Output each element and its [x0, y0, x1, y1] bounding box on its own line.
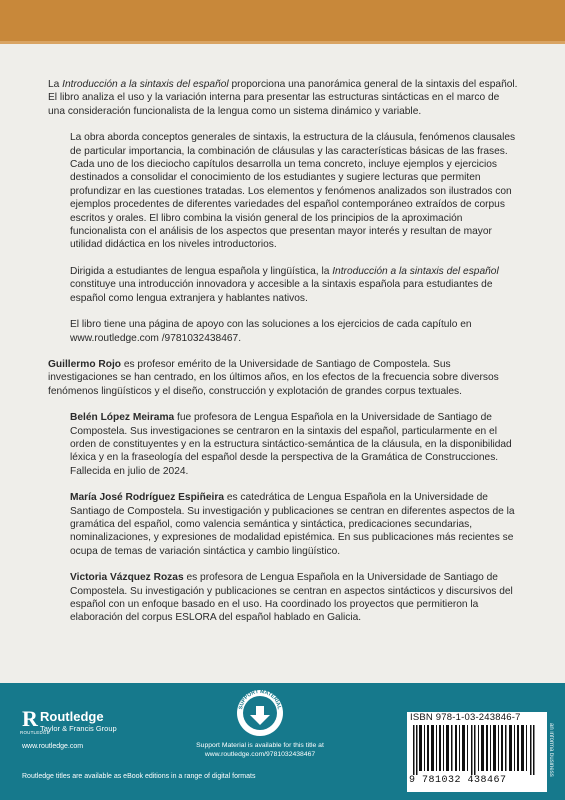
description-paragraph-2: La obra aborda conceptos generales de sintaxis, la estructura de la cláusula, fenómenos clausales de particular importancia, la combinación de cláusulas y las características básicas de las frases. Cada uno de los dieciocho capítulos desarrolla un tema concreto, incluye ejemplos y ejercicios destinados a consolidar el conocimiento de los estudiantes y sugiere lecturas que permiten profundizar en las cuestiones tratadas. Los elementos y fenómenos analizados son ilustrados con ejemplos procedentes de diferentes variedades del español contemporáneo extraídos de corpus escritos y orales. El libro combina la visión general de los principios de la aproximación funcionalista con el análisis de los aspectos que presentan mayor interés y resultan de mayor utilidad didáctica en los niveles introductorios. [70, 132, 516, 251]
text-segment: proporciona una panorámica general de la sintaxis del español. El libro analiza el uso y la variación interna para presentar las estructuras sintácticas en el marco de una consideración funcionalista de la lengua como un sistema dinámico y variable. [48, 79, 518, 117]
logo-text [40, 710, 117, 733]
logo-wordmark: ROUTLEDGE [20, 730, 50, 735]
routledge-logo-icon [20, 706, 50, 744]
logo-letter: R [22, 706, 38, 731]
publisher-name: Routledge [40, 709, 104, 724]
support-material-badge-icon [236, 689, 284, 737]
support-website-paragraph: El libro tiene una página de apoyo con las soluciones a los ejercicios de cada capítulo en www.routledge.com /9781032438467. [70, 319, 472, 344]
back-cover-text [48, 78, 518, 638]
text-segment: La [48, 79, 63, 90]
author-bio-2 [48, 411, 518, 478]
barcode-bars [413, 725, 541, 775]
author-name: Victoria Vázquez Rozas [70, 572, 184, 584]
text-segment: Dirigida a estudiantes de lengua española y lingüística, la [70, 265, 333, 277]
top-color-band [0, 0, 565, 44]
author-bio-text: es profesora de Lengua Española en la Universidade de Santiago de Compostela. Su investigación y publicaciones se centran en aspectos sintácticos y discursivos del español con un enfoque basado en el uso. Ha coordinado los proyectos que permitieron la elaboración del corpus ESLORA del español hablado en Galicia. [70, 572, 513, 624]
description-paragraph-3 [48, 265, 518, 305]
book-title-italic: Introducción a la sintaxis del español [62, 79, 229, 90]
ebook-note: Routledge titles are available as eBook editions in a range of digital formats [22, 773, 256, 780]
author-bio-1 [48, 358, 518, 398]
description-paragraph-1 [48, 78, 518, 118]
text-segment: constituye una introducción innovadora y accesible a la sintaxis española para estudiantes de español como lengua extranjera y hablantes nativos. [70, 279, 493, 304]
support-line-2: www.routledge.com/9781032438467 [204, 751, 316, 758]
author-name: Belén López Meirama [70, 412, 175, 424]
support-badge-label: SUPPORT MATERIAL [238, 689, 282, 710]
author-bio-4 [48, 571, 518, 625]
support-line-1: Support Material is available for this title at [196, 742, 324, 749]
support-material-text [190, 741, 330, 759]
publisher-website: www.routledge.com [22, 743, 84, 750]
author-bio-3 [48, 491, 518, 558]
author-bio-text: es profesor emérito de la Universidade de Santiago de Compostela. Sus investigaciones se han centrado, en los últimos años, en los efectos de la frecuencia sobre diversos fenómenos lingüísticos y el diseño, construcción y explotación de grandes corpus textuales. [48, 358, 499, 397]
isbn-barcode [407, 712, 547, 792]
author-name: María José Rodríguez Espiñeira [70, 492, 224, 504]
informa-tagline: an informa business [548, 723, 554, 777]
author-bio-text: es catedrática de Lengua Española en la Universidade de Santiago de Compostela. Su investigación y publicaciones se centran en diferentes aspectos de la gramática del español, como valencia semántica y sintáctica, predicaciones secundarias, nominalizaciones, y expresiones de modalidad epistémica. En sus publicaciones más recientes se ocupa de temas de variación sintáctica y cambio lingüístico. [70, 492, 515, 557]
isbn-label: ISBN 978-1-03-243846-7 [410, 712, 521, 723]
author-name: Guillermo Rojo [48, 358, 122, 370]
barcode-digits: 9 781032 438467 [409, 775, 507, 786]
book-title-italic: Introducción a la sintaxis del español [332, 265, 499, 277]
author-bio-text: fue profesora de Lengua Española en la Universidade de Santiago de Compostela. Sus investigaciones se centraron en la sintaxis del español, particularmente en el orden de constituyentes y en la estructura sintáctico-semántica de la cláusula, en la disponibilidad léxica y en la fraseología del español desde la perspectiva de la Gramática de Construcciones. Fallecida en julio de 2024. [70, 412, 512, 477]
publisher-group: Taylor & Francis Group [40, 724, 117, 733]
footer-band [0, 683, 565, 800]
